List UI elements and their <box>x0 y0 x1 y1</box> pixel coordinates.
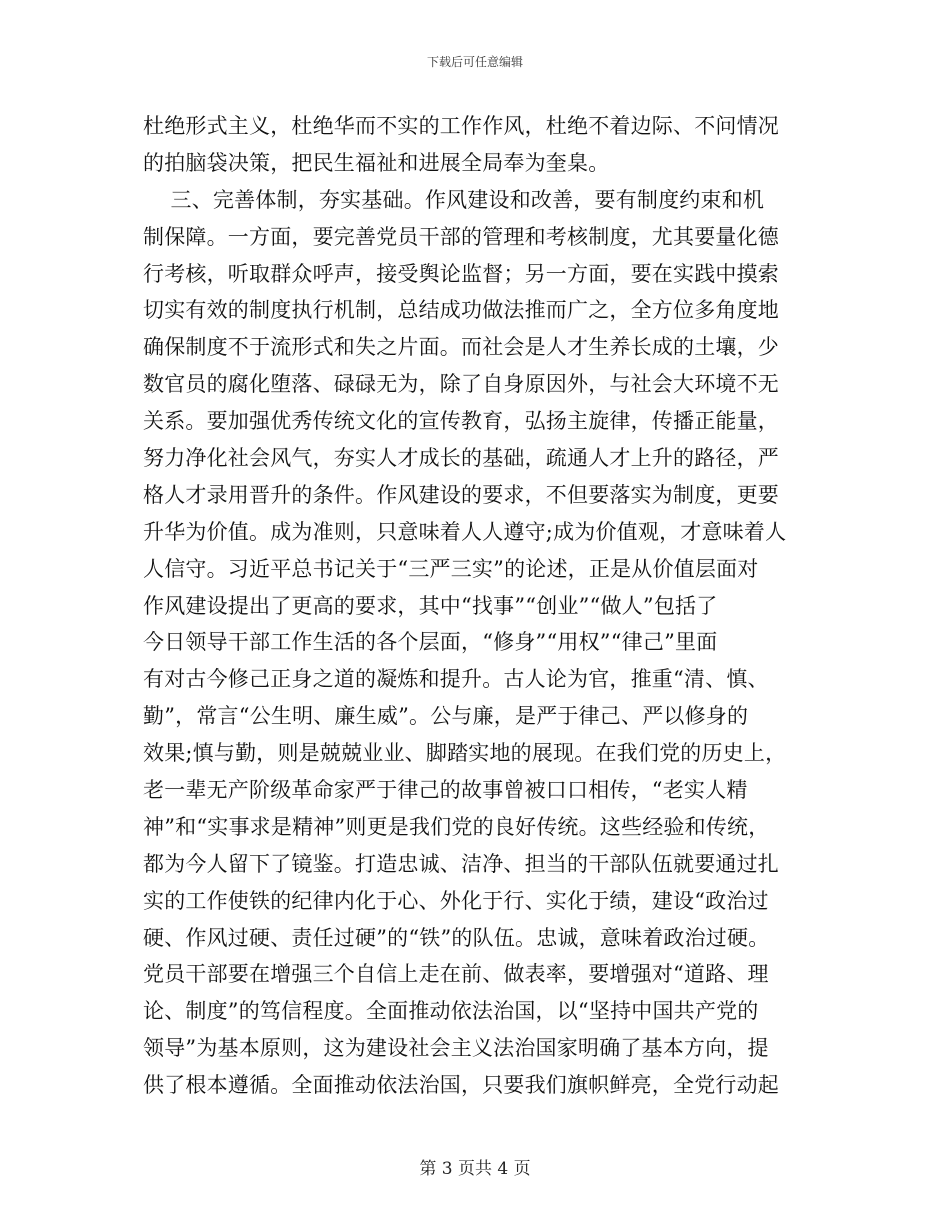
text-line: 有对古今修己正身之道的凝炼和提升。古人论为官，推重“清、慎、 <box>143 667 769 692</box>
page-header: 下载后可任意编辑 <box>426 55 523 69</box>
text-line: 努力净化社会风气，夯实人才成长的基础，疏通人才上升的路径，严 <box>143 446 779 471</box>
body-text <box>143 108 807 1104</box>
text-line: 今日领导干部工作生活的各个层面，“修身”“用权”“律己”里面 <box>143 630 718 655</box>
text-line: 论、制度”的笃信程度。全面推动依法治国，以“坚持中国共产党的 <box>143 999 759 1024</box>
text-line: 都为今人留下了镜鉴。打造忠诚、洁净、担当的干部队伍就要通过扎 <box>143 851 779 876</box>
text-line: 确保制度不于流形式和失之片面。而社会是人才生养长成的土壤，少 <box>143 335 779 360</box>
text-line: 作风建设提出了更高的要求，其中“找事”“创业”“做人”包括了 <box>143 593 718 618</box>
text-line: 神”和“实事求是精神”则更是我们党的良好传统。这些经验和传统， <box>143 814 770 839</box>
text-line: 人信守。习近平总书记关于“三严三实”的论述，正是从价值层面对 <box>143 556 759 581</box>
text-line: 硬、作风过硬、责任过硬”的“铁”的队伍。忠诚，意味着政治过硬。 <box>143 925 770 950</box>
text-line: 效果;慎与勤，则是兢兢业业、脚踏实地的展现。在我们党的历史上， <box>143 741 787 766</box>
text-line: 供了根本遵循。全面推动依法治国，只要我们旗帜鲜亮，全党行动起 <box>143 1073 779 1098</box>
text-line: 勤”，常言“公生明、廉生威”。公与廉，是严于律己、严以修身的 <box>143 704 749 729</box>
text-line: 实的工作使铁的纪律内化于心、外化于行、实化于绩，建设“政治过 <box>143 888 769 913</box>
text-line: 升华为价值。成为准则，只意味着人人遵守;成为价值观，才意味着人 <box>143 519 787 544</box>
text-line: 行考核，听取群众呼声，接受舆论监督；另一方面，要在实践中摸索 <box>143 261 779 286</box>
text-line: 制保障。一方面，要完善党员干部的管理和考核制度，尤其要量化德 <box>143 224 779 249</box>
text-line: 的拍脑袋决策，把民生福祉和进展全局奉为奎臬。 <box>143 150 610 175</box>
text-line: 杜绝形式主义，杜绝华而不实的工作作风，杜绝不着边际、不问情况 <box>143 114 779 138</box>
text-line: 关系。要加强优秀传统文化的宣传教育，弘扬主旋律，传播正能量， <box>143 409 779 434</box>
text-line: 老一辈无产阶级革命家严于律己的故事曾被口口相传，“老实人精 <box>143 778 748 803</box>
text-line: 格人才录用晋升的条件。作风建设的要求，不但要落实为制度，更要 <box>143 482 779 507</box>
page-footer: 第 3 页共 4 页 <box>419 1159 531 1179</box>
text-line: 切实有效的制度执行机制，总结成功做法推而广之，全方位多角度地 <box>143 298 779 323</box>
text-line: 领导”为基本原则，这为建设社会主义法治国家明确了基本方向，提 <box>143 1036 769 1061</box>
text-line: 三、完善体制，夯实基础。作风建设和改善，要有制度约束和机 <box>143 187 765 212</box>
text-line: 党员干部要在增强三个自信上走在前、做表率，要增强对“道路、理 <box>143 962 769 987</box>
text-line: 数官员的腐化堕落、碌碌无为，除了自身原因外，与社会大环境不无 <box>143 372 779 397</box>
